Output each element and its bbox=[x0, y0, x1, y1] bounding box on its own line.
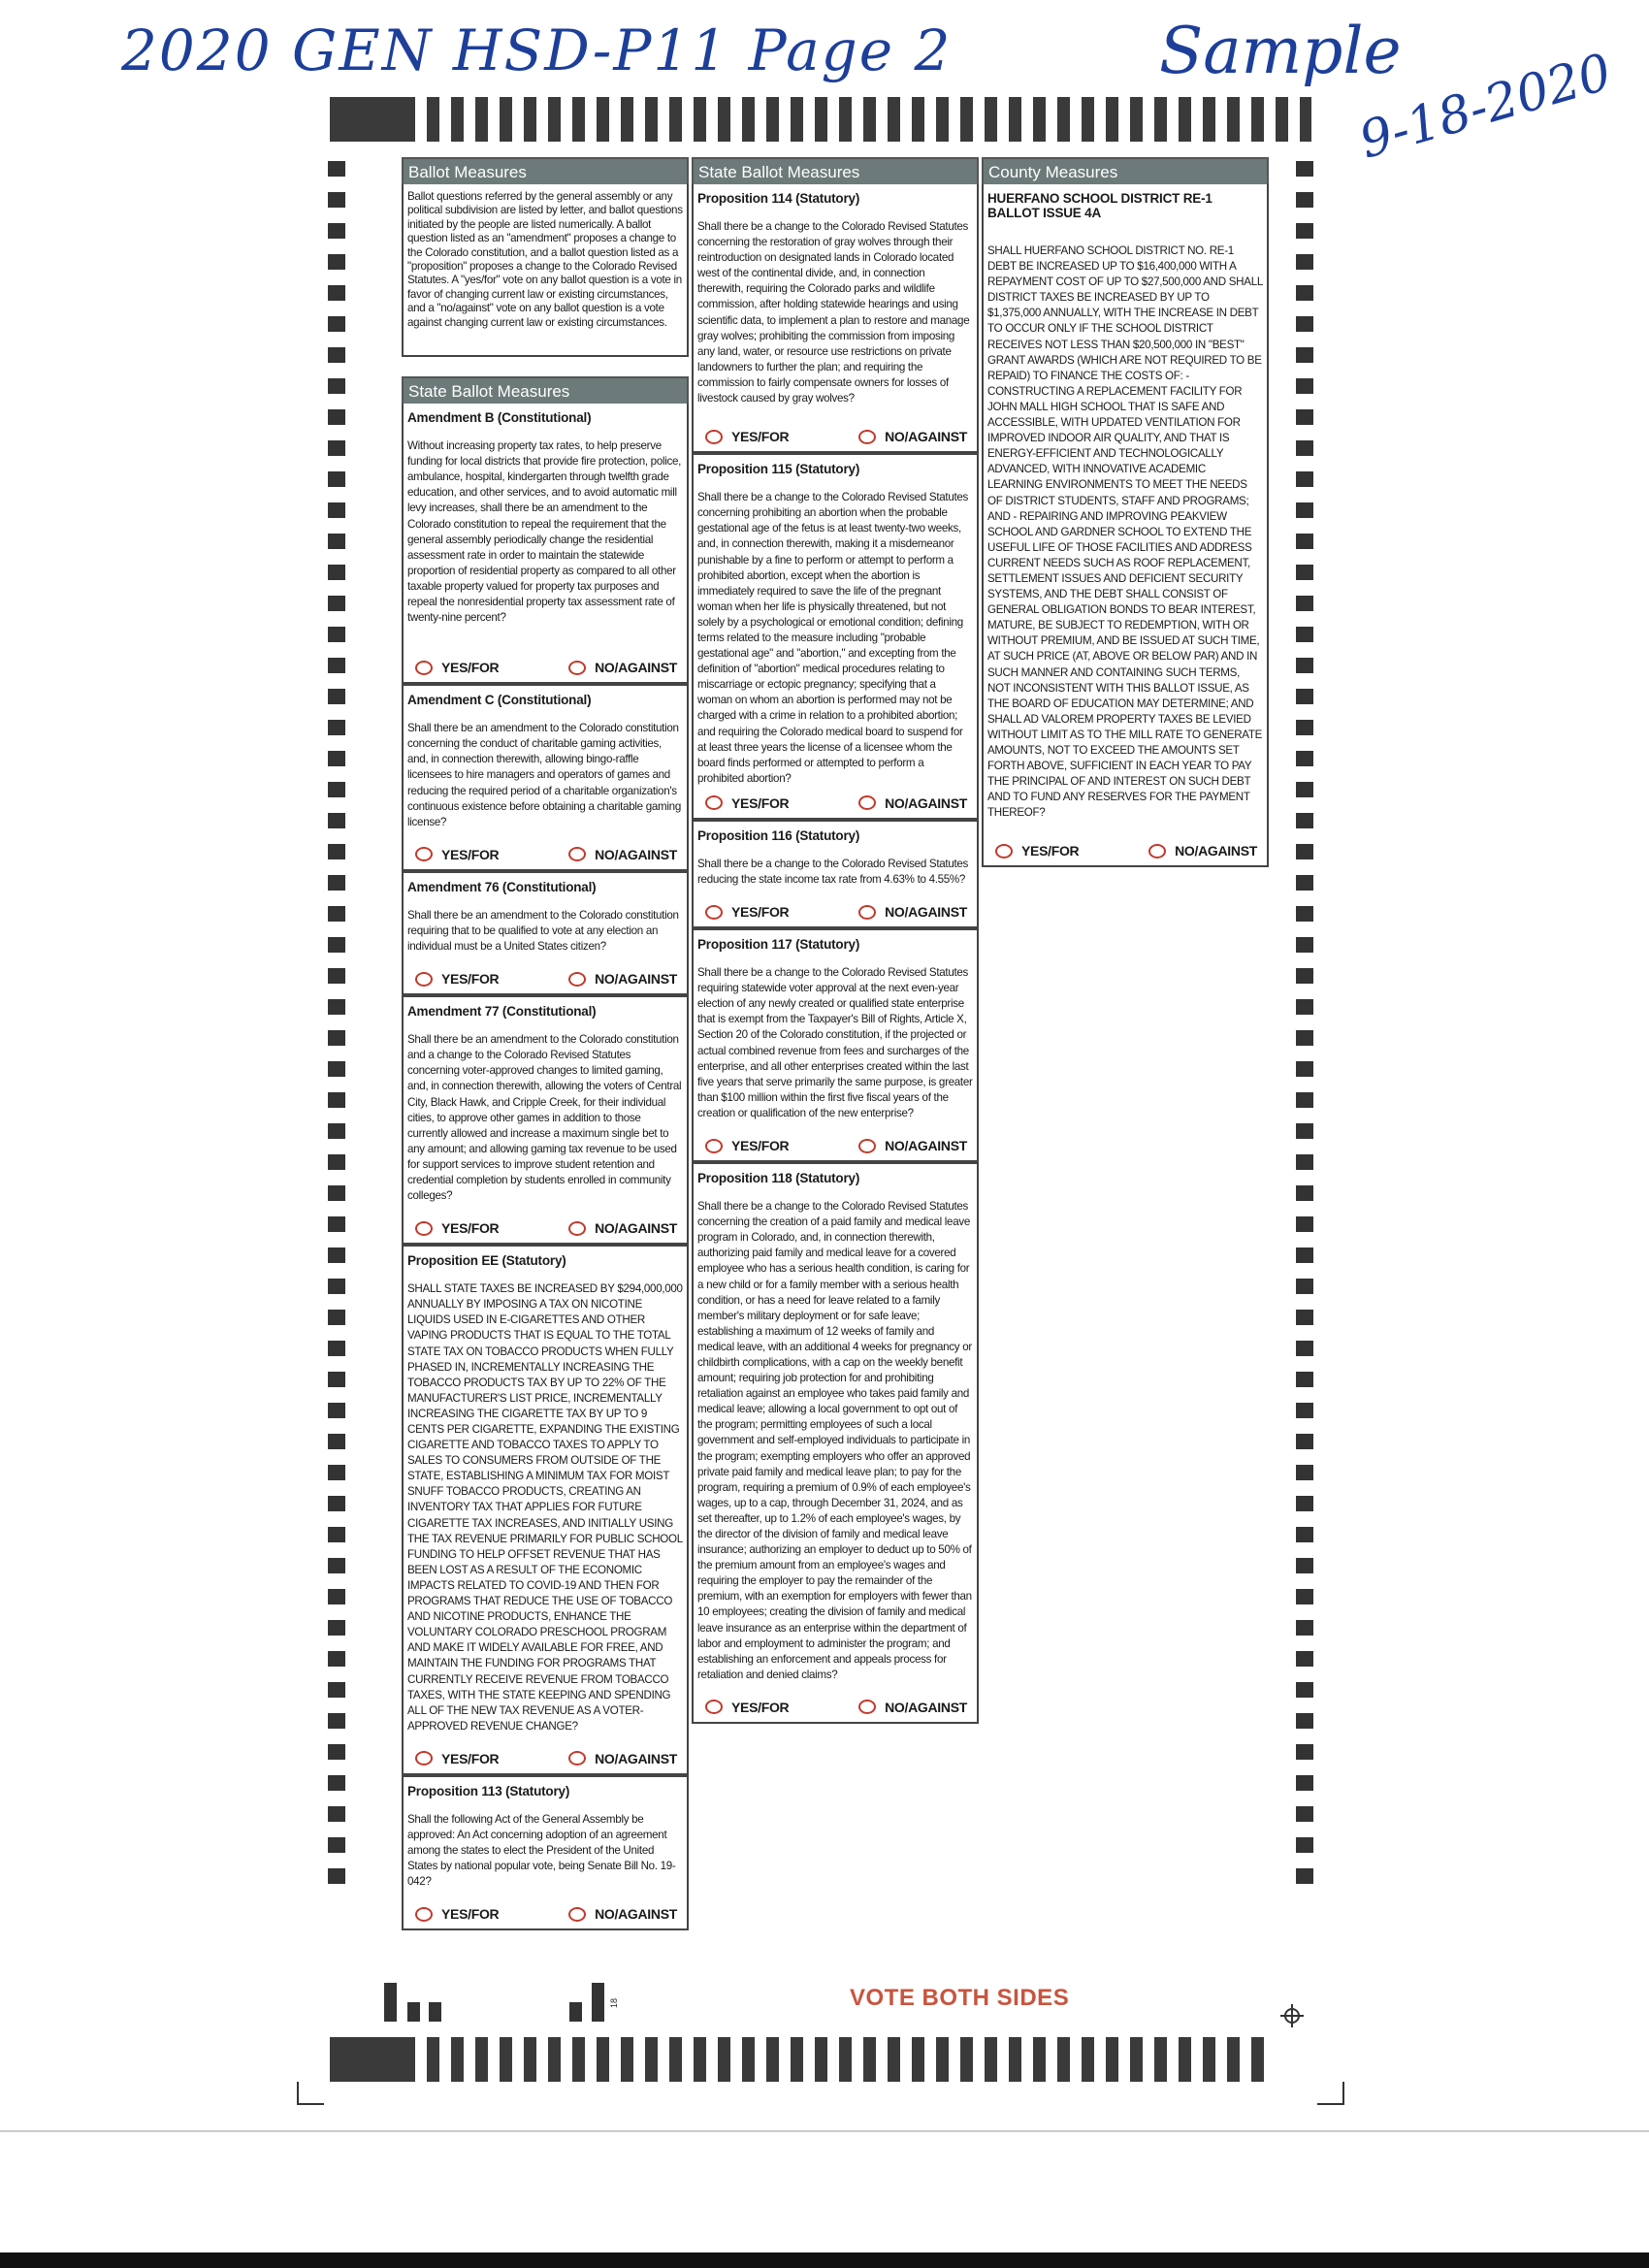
measure-proposition-114 bbox=[692, 184, 979, 453]
measure-title: Proposition 113 (Statutory) bbox=[407, 1783, 570, 1798]
bottom-mark bbox=[407, 2002, 420, 2022]
measure-title: Proposition 115 (Statutory) bbox=[697, 462, 860, 477]
oval-icon[interactable] bbox=[568, 1751, 586, 1766]
oval-icon[interactable] bbox=[568, 1221, 586, 1236]
yes-option[interactable]: YES/FOR bbox=[697, 904, 794, 920]
yes-option[interactable]: YES/FOR bbox=[697, 1138, 794, 1153]
scan-edge bbox=[0, 2130, 1649, 2132]
yes-option[interactable]: YES/FOR bbox=[407, 1906, 504, 1922]
measure-title: Amendment 76 (Constitutional) bbox=[407, 879, 597, 894]
measure-title: Amendment B (Constitutional) bbox=[407, 410, 592, 426]
no-option[interactable]: NO/AGAINST bbox=[851, 795, 973, 811]
measure-title: Proposition 116 (Statutory) bbox=[697, 827, 860, 843]
bottom-mark bbox=[592, 1983, 604, 2022]
measure-proposition-113 bbox=[402, 1775, 689, 1930]
crop-mark-left bbox=[297, 2082, 324, 2105]
measure-title: Amendment 77 (Constitutional) bbox=[407, 1004, 597, 1020]
measure-text: SHALL STATE TAXES BE INCREASED BY $294,000,000 ANNUALLY BY IMPOSING A TAX ON NICOTINE LIQUIDS USED IN E-CIGARETTES AND OTHER VAPING PRODUCTS THAT IS EQUAL TO THE TOTAL STATE TAX ON TOBACCO PRODUCTS WHEN FULLY PHASED IN, INCREMENTALLY INCREASING THE TOBACCO PRODUCTS TAX BY UP TO 22% OF THE MANUFACTURER'S LIST PRICE, INCREMENTALLY INCREASING THE CIGARETTE TAX BY UP TO 9 CENTS PER CIGARETTE, EXPANDING THE EXISTING CIGARETTE AND TOBACCO TAXES TO APPLY TO SALES TO CONSUMERS FROM OUTSIDE OF THE STATE, ESTABLISHING A MINIMUM TAX FOR MOIST SNUFF TOBACCO PRODUCTS, CREATING AN INVENTORY TAX THAT APPLIES FOR FUTURE CIGARETTE TAX INCREASES, AND INITIALLY USING THE TAX REVENUE PRIMARILY FOR PUBLIC SCHOOL FUNDING TO HELP OFFSET REVENUE THAT HAS BEEN LOST AS A RESULT OF THE ECONOMIC IMPACTS RELATED TO COVID-19 AND THEN FOR PROGRAMS THAT REDUCE THE USE OF TOBACCO AND NICOTINE PRODUCTS, ENHANCE THE VOLUNTARY COLORADO PRESCHOOL PROGRAM AND MAKE IT WIDELY AVAILABLE FOR FREE, AND MAINTAIN THE FUNDING FOR PROGRAMS THAT CURRENTLY RECEIVE REVENUE FROM TOBACCO TAXES, WITH THE STATE KEEPING AND SPENDING ALL OF THE NEW TAX REVENUE AS A VOTER-APPROVED REVENUE CHANGE? bbox=[407, 1282, 683, 1733]
measure-proposition-117 bbox=[692, 928, 979, 1162]
handwritten-header: 2020 GEN HSD-P11 Page 2 bbox=[121, 17, 953, 83]
no-option[interactable]: NO/AGAINST bbox=[561, 1220, 683, 1236]
no-option[interactable]: NO/AGAINST bbox=[561, 1906, 683, 1922]
oval-icon[interactable] bbox=[858, 795, 876, 810]
measure-title: Proposition 118 (Statutory) bbox=[697, 1171, 860, 1186]
no-option[interactable]: NO/AGAINST bbox=[561, 971, 683, 987]
measure-title: Proposition 114 (Statutory) bbox=[697, 191, 860, 206]
no-option[interactable]: NO/AGAINST bbox=[851, 904, 973, 920]
oval-icon[interactable] bbox=[568, 847, 586, 861]
bottom-code: 18 bbox=[609, 1997, 620, 2009]
measure-amendment-b bbox=[402, 404, 689, 684]
oval-icon[interactable] bbox=[568, 661, 586, 675]
oval-icon[interactable] bbox=[705, 795, 723, 810]
handwritten-date: 9-18-2020 bbox=[1353, 43, 1618, 171]
measure-title: Amendment C (Constitutional) bbox=[407, 693, 592, 708]
oval-icon[interactable] bbox=[858, 1139, 876, 1153]
yes-option[interactable]: YES/FOR bbox=[407, 847, 504, 862]
left-timing-marks bbox=[328, 161, 345, 1899]
right-timing-marks bbox=[1296, 161, 1313, 1899]
crop-mark-right bbox=[1317, 2082, 1344, 2105]
oval-icon[interactable] bbox=[415, 661, 433, 675]
oval-icon[interactable] bbox=[415, 1221, 433, 1236]
bottom-mark bbox=[429, 2002, 441, 2022]
section-header: State Ballot Measures bbox=[692, 157, 979, 184]
measure-title: HUERFANO SCHOOL DISTRICT RE-1 BALLOT ISSUE 4A bbox=[987, 191, 1212, 220]
yes-option[interactable]: YES/FOR bbox=[407, 1220, 504, 1236]
bottom-mark bbox=[569, 2002, 582, 2022]
section-header: Ballot Measures bbox=[402, 157, 689, 184]
vote-both-sides: VOTE BOTH SIDES bbox=[850, 1985, 1070, 2011]
oval-icon[interactable] bbox=[415, 1751, 433, 1766]
column-state-ballot-measures bbox=[692, 157, 979, 1724]
measure-text: Shall there be an amendment to the Colorado constitution requiring that to be qualified to vote at any election an individual must be a United States citizen? bbox=[407, 908, 679, 954]
measure-title: Proposition EE (Statutory) bbox=[407, 1253, 566, 1269]
column-county-measures bbox=[982, 157, 1269, 867]
bottom-mark bbox=[384, 1983, 397, 2022]
oval-icon[interactable] bbox=[705, 1139, 723, 1153]
oval-icon[interactable] bbox=[568, 972, 586, 987]
no-option[interactable]: NO/AGAINST bbox=[851, 1138, 973, 1153]
yes-option[interactable]: YES/FOR bbox=[697, 429, 794, 444]
yes-option[interactable]: YES/FOR bbox=[987, 843, 1084, 859]
oval-icon[interactable] bbox=[415, 1907, 433, 1922]
measure-title: Proposition 117 (Statutory) bbox=[697, 937, 860, 953]
no-option[interactable]: NO/AGAINST bbox=[561, 847, 683, 862]
yes-option[interactable]: YES/FOR bbox=[407, 1751, 504, 1766]
measure-text: SHALL HUERFANO SCHOOL DISTRICT NO. RE-1 DEBT BE INCREASED UP TO $16,400,000 WITH A REPAYMENT COST OF UP TO $27,500,000 AND SHALL DISTRICT TAXES BE INCREASED BY UP TO $1,375,000 ANNUALLY, WITH THE INCREASE IN DEBT TO OCCUR ONLY IF THE SCHOOL DISTRICT RECEIVES NOT LESS THAN $20,500,000 IN "BEST" GRANT AWARDS (WHICH ARE NOT REQUIRED TO BE REPAID) TO FINANCE THE COSTS OF: - CONSTRUCTING A REPLACEMENT FACILITY FOR JOHN MALL HIGH SCHOOL THAT IS SAFE AND ACCESSIBLE, WITH UPDATED VENTILATION FOR IMPROVED INDOOR AIR QUALITY, AND THAT IS ENERGY-EFFICIENT AND TECHNOLOGICALLY ADVANCED, WITH INNOVATIVE ACADEMIC LEARNING ENVIRONMENTS TO MEET THE NEEDS OF DISTRICT STUDENTS, STAFF AND PROGRAMS; AND - REPAIRING AND IMPROVING PEAKVIEW SCHOOL AND GARDNER SCHOOL TO EXTEND THE USEFUL LIFE OF THOSE FACILITIES AND ADDRESS CURRENT NEEDS SUCH AS ROOF REPLACEMENT, SETTLEMENT ISSUES AND DEFICIENT SECURITY SYSTEMS, AND THE DEBT SHALL CONSIST OF GENERAL OBLIGATION BONDS TO BEAR INTEREST, MATURE, BE SUBJECT TO REDEMPTION, WITH OR WITHOUT PREMIUM, AND BE ISSUED AT SUCH TIME, AT SUCH PRICE (AT, ABOVE OR BELOW PAR) AND IN SUCH MANNER AND CONTAINING SUCH TERMS, NOT INCONSISTENT WITH THIS BALLOT ISSUE, AS THE BOARD OF EDUCATION MAY DETERMINE; AND SHALL AD VALOREM PROPERTY TAXES BE LEVIED WITHOUT LIMIT AS TO THE MILL RATE TO GENERATE AMOUNTS, NOT TO EXCEED THE AMOUNTS SET FORTH ABOVE, SUFFICIENT IN EACH YEAR TO PAY THE PRINCIPAL OF AND INTEREST ON SUCH DEBT AND TO FUND ANY RESERVES FOR THE PAYMENT THEREOF? bbox=[987, 244, 1263, 820]
oval-icon[interactable] bbox=[995, 844, 1013, 859]
measure-text: Shall there be an amendment to the Colorado constitution concerning the conduct of charitable gaming activities, and, in connection therewith, allowing bingo-raffle licensees to hire managers and operators of games and reducing the required period of a charitable organization's continuous existence before obtaining a charitable gaming license? bbox=[407, 722, 681, 828]
oval-icon[interactable] bbox=[705, 1700, 723, 1714]
column-ballot-measures bbox=[402, 157, 689, 1930]
oval-icon[interactable] bbox=[415, 972, 433, 987]
no-option[interactable]: NO/AGAINST bbox=[851, 429, 973, 444]
measure-text: Shall the following Act of the General Assembly be approved: An Act concerning adoption of an agreement among the states to elect the President of the United States by national popular vote, being Senate Bill No. 19-042? bbox=[407, 1812, 676, 1889]
intro-text: Ballot questions referred by the general assembly or any political subdivision are listed by letter, and ballot questions initiated by the people are listed numerically. A ballot question listed as an "amendment" proposes a change to the Colorado constitution, and a ballot question listed as a "proposition" proposes a change to the Colorado Revised Statutes. A "yes/for" vote on any ballot question is a vote in favor of changing current law or existing circumstances, and a "no/against" vote on any ballot question is a vote against changing current law or existing circumstances. bbox=[407, 190, 683, 329]
measure-text: Shall there be an amendment to the Colorado constitution and a change to the Colorado Revised Statutes concerning voter-approved changes to limited gaming, and, in connection therewith, allowing the voters of Central City, Black Hawk, and Cripple Creek, for their individual cities, to approve other games in addition to those currently allowed and increase a maximum single bet to any amount; and allowing gaming tax revenue to be used for support services to improve student retention and credential completion by students enrolled in community colleges? bbox=[407, 1033, 682, 1203]
measure-proposition-115 bbox=[692, 453, 979, 820]
yes-option[interactable]: YES/FOR bbox=[407, 660, 504, 675]
measure-proposition-118 bbox=[692, 1162, 979, 1724]
oval-icon[interactable] bbox=[858, 905, 876, 920]
scan-edge-shadow bbox=[0, 2252, 1649, 2268]
measure-amendment-76 bbox=[402, 871, 689, 995]
measure-text: Shall there be a change to the Colorado Revised Statutes concerning the restoration of gray wolves through their reintroduction on designated lands in Colorado located west of the continental divide, and, in connection therewith, requiring the Colorado parks and wildlife commission, after holding statewide hearings and using scientific data, to implement a plan to restore and manage gray wolves; prohibiting the commission from imposing any land, water, or resource use restrictions on private landowners to further the plan; and requiring the commission to fairly compensate owners for losses of livestock caused by gray wolves? bbox=[697, 220, 970, 405]
no-option[interactable]: NO/AGAINST bbox=[561, 1751, 683, 1766]
section-header: County Measures bbox=[982, 157, 1269, 184]
oval-icon[interactable] bbox=[415, 847, 433, 861]
ballot-measures-intro bbox=[402, 184, 689, 357]
measure-text: Shall there be a change to the Colorado Revised Statutes reducing the state income tax rate from 4.63% to 4.55%? bbox=[697, 857, 969, 886]
oval-icon[interactable] bbox=[1148, 844, 1166, 859]
oval-icon[interactable] bbox=[858, 1700, 876, 1714]
measure-text: Shall there be a change to the Colorado Revised Statutes concerning prohibiting an abortion when the probable gestational age of the fetus is at least twenty-two weeks, and, in connection therewith, making it a misdemeanor punishable by a fine to perform or attempt to perform a prohibited abortion, except when the abortion is immediately required to save the life of the pregnant woman when her life is physically threatened, but not solely by a psychological or emotional condition; defining terms related to the measure including "probable gestational age" and "abortion," and excepting from the definition of "abortion" medical procedures relating to miscarriage or ectopic pregnancy; specifying that a woman on whom an abortion is performed may not be charged with a crime in relation to a prohibited abortion; and requiring the Colorado medical board to suspend for at least three years the license of a licensee whom the board finds performed or attempted to perform a prohibited abortion? bbox=[697, 491, 969, 785]
measure-huerfano-4a bbox=[982, 184, 1269, 867]
oval-icon[interactable] bbox=[705, 905, 723, 920]
no-option[interactable]: NO/AGAINST bbox=[561, 660, 683, 675]
measure-amendment-c bbox=[402, 684, 689, 871]
measure-text: Without increasing property tax rates, to help preserve funding for local districts that provide fire protection, police, ambulance, hospital, kindergarten through twelfth grade education, and other services, and to avoid automatic mill levy increases, shall there be an amendment to the Colorado constitution to repeal the requirement that the general assembly periodically change the residential assessment rate in order to maintain the statewide proportion of residential property as compared to all other taxable property valued for property tax purposes and repeal the nonresidential property tax assessment rate of twenty-nine percent? bbox=[407, 439, 682, 625]
yes-option[interactable]: YES/FOR bbox=[407, 971, 504, 987]
oval-icon[interactable] bbox=[705, 430, 723, 444]
measure-text: Shall there be a change to the Colorado Revised Statutes requiring statewide voter approval at the next even-year election of any newly created or qualified state enterprise that is exempt from the Taxpayer's Bill of Rights, Article X, Section 20 of the Colorado constitution, if the projected or actual combined revenue from fees and surcharges of the enterprise, and all other enterprises created within the last five years that serve primarily the same purpose, is greater than $100 million within the first five fiscal years of the creation or qualification of the new enterprise? bbox=[697, 966, 973, 1119]
crosshair-icon bbox=[1280, 2004, 1304, 2027]
measure-amendment-77 bbox=[402, 995, 689, 1245]
measure-proposition-ee bbox=[402, 1245, 689, 1775]
yes-option[interactable]: YES/FOR bbox=[697, 795, 794, 811]
yes-option[interactable]: YES/FOR bbox=[697, 1700, 794, 1715]
measure-proposition-116 bbox=[692, 820, 979, 928]
bottom-timing-marks bbox=[330, 2037, 1269, 2082]
measure-text: Shall there be a change to the Colorado Revised Statutes concerning the creation of a paid family and medical leave program in Colorado, and, in connection therewith, authorizing paid family and medical leave for a covered employee who has a serious health condition, is caring for a new child or for a family member with a serious health condition, or has a need for leave related to a family member's military deployment or for safe leave; establishing a maximum of 12 weeks of family and medical leave, with an additional 4 weeks for pregnancy or childbirth complications, with a cap on the weekly benefit amount; requiring job protection for and prohibiting retaliation against an employee who takes paid family and medical leave; allowing a local government to opt out of the program; permitting employees of such a local government and self-employed individuals to participate in the program; exempting employers who offer an approved private paid family and medical leave plan; to pay for the program, requiring a premium of 0.9% of each employee's wages, up to a cap, through December 31, 2024, and as set thereafter, up to 1.2% of each employee's wages, by the director of the division of family and medical leave insurance; authorizing an employer to deduct up to 50% of the premium amount from an employee's wages and requiring the employer to pay the remainder of the premium, with an exemption for employers with fewer than 10 employees; creating the division of family and medical leave insurance as an enterprise within the department of labor and employment to administer the program; and establishing an enforcement and appeals process for retaliation and denied claims? bbox=[697, 1200, 972, 1681]
no-option[interactable]: NO/AGAINST bbox=[851, 1700, 973, 1715]
oval-icon[interactable] bbox=[568, 1907, 586, 1922]
no-option[interactable]: NO/AGAINST bbox=[1141, 843, 1263, 859]
top-timing-marks bbox=[330, 97, 1311, 142]
section-header: State Ballot Measures bbox=[402, 376, 689, 404]
oval-icon[interactable] bbox=[858, 430, 876, 444]
handwritten-sample: Sample bbox=[1159, 14, 1402, 88]
